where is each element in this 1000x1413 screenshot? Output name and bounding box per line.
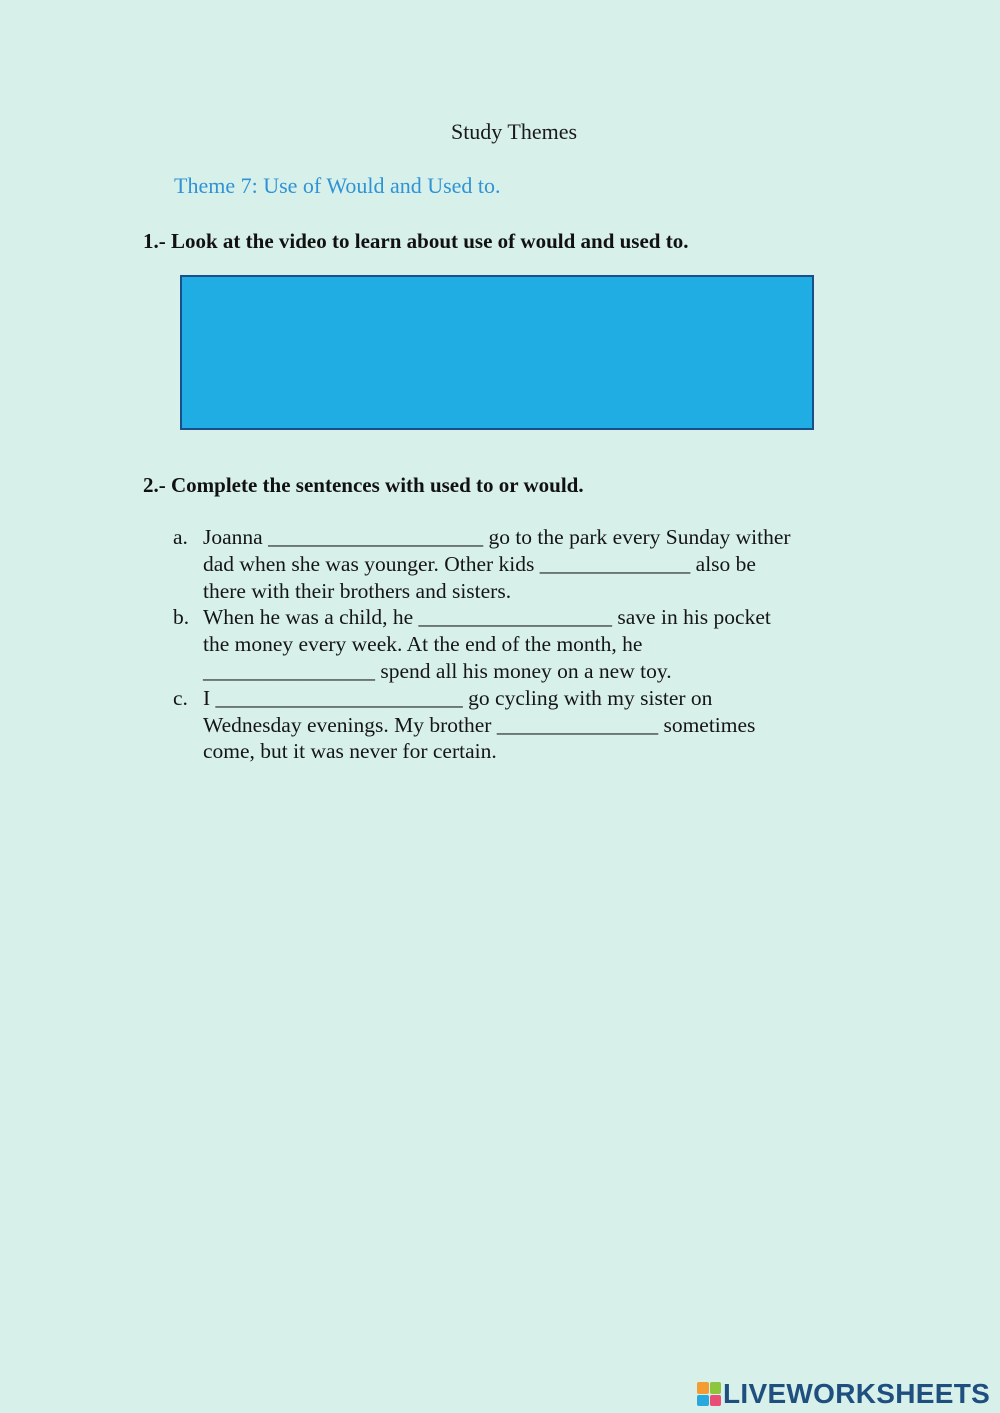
sentence-text: come, but it was never for certain.	[203, 739, 497, 764]
section-2-heading: 2.- Complete the sentences with used to or would.	[143, 473, 584, 497]
answer-blank[interactable]: __________________	[418, 605, 613, 630]
exercise-list	[173, 524, 873, 765]
exercise-item-b	[173, 604, 873, 684]
sentence-line	[203, 658, 873, 685]
sentence-text: sometimes	[658, 712, 756, 737]
sentence-text: go cycling with my sister on	[462, 685, 713, 710]
logo-square	[710, 1382, 722, 1394]
theme-title: Theme 7: Use of Would and Used to.	[174, 173, 501, 198]
sentence-text: the money every week. At the end of the month, he	[203, 632, 643, 657]
sentence-line	[203, 738, 873, 765]
logo-square	[710, 1395, 722, 1407]
answer-blank[interactable]: _______________________	[215, 685, 463, 710]
logo-square	[697, 1382, 709, 1394]
sentence-text: go to the park every Sunday wither	[483, 525, 791, 549]
section-1-heading: 1.- Look at the video to learn about use of would and used to.	[143, 229, 689, 253]
page-title: Study Themes	[450, 119, 578, 144]
answer-blank[interactable]: ____________________	[268, 525, 484, 549]
sentence-line	[203, 604, 873, 631]
sentence-line	[203, 524, 873, 551]
logo-mark-icon	[697, 1382, 721, 1406]
item-marker: c.	[173, 685, 188, 710]
sentence-line	[203, 631, 873, 658]
answer-blank[interactable]: ______________	[539, 551, 691, 576]
liveworksheets-logo	[697, 1376, 990, 1412]
sentence-line	[203, 712, 873, 739]
sentence-text: there with their brothers and sisters.	[203, 578, 512, 603]
exercise-item-c	[173, 685, 873, 765]
sentence-text: Joanna	[203, 525, 269, 549]
answer-blank[interactable]: _______________	[496, 712, 659, 737]
sentence-text: save in his pocket	[612, 605, 771, 630]
sentence-text: also be	[690, 551, 756, 576]
sentence-text: spend all his money on a new toy.	[375, 658, 672, 683]
sentence-text: dad when she was younger. Other kids	[203, 551, 540, 576]
sentence-text: Wednesday evenings. My brother	[203, 712, 497, 737]
sentence-line	[203, 551, 873, 578]
logo-square	[697, 1395, 709, 1407]
item-marker: a.	[173, 525, 188, 549]
sentence-line	[203, 578, 873, 605]
logo-text: LIVEWORKSHEETS	[723, 1378, 991, 1409]
video-player[interactable]	[180, 275, 814, 430]
sentence-text: I	[203, 685, 216, 710]
sentence-text: When he was a child, he	[203, 605, 419, 630]
item-marker: b.	[173, 605, 190, 630]
sentence-line	[203, 685, 873, 712]
answer-blank[interactable]: ________________	[203, 658, 375, 683]
exercise-item-a	[173, 524, 873, 604]
